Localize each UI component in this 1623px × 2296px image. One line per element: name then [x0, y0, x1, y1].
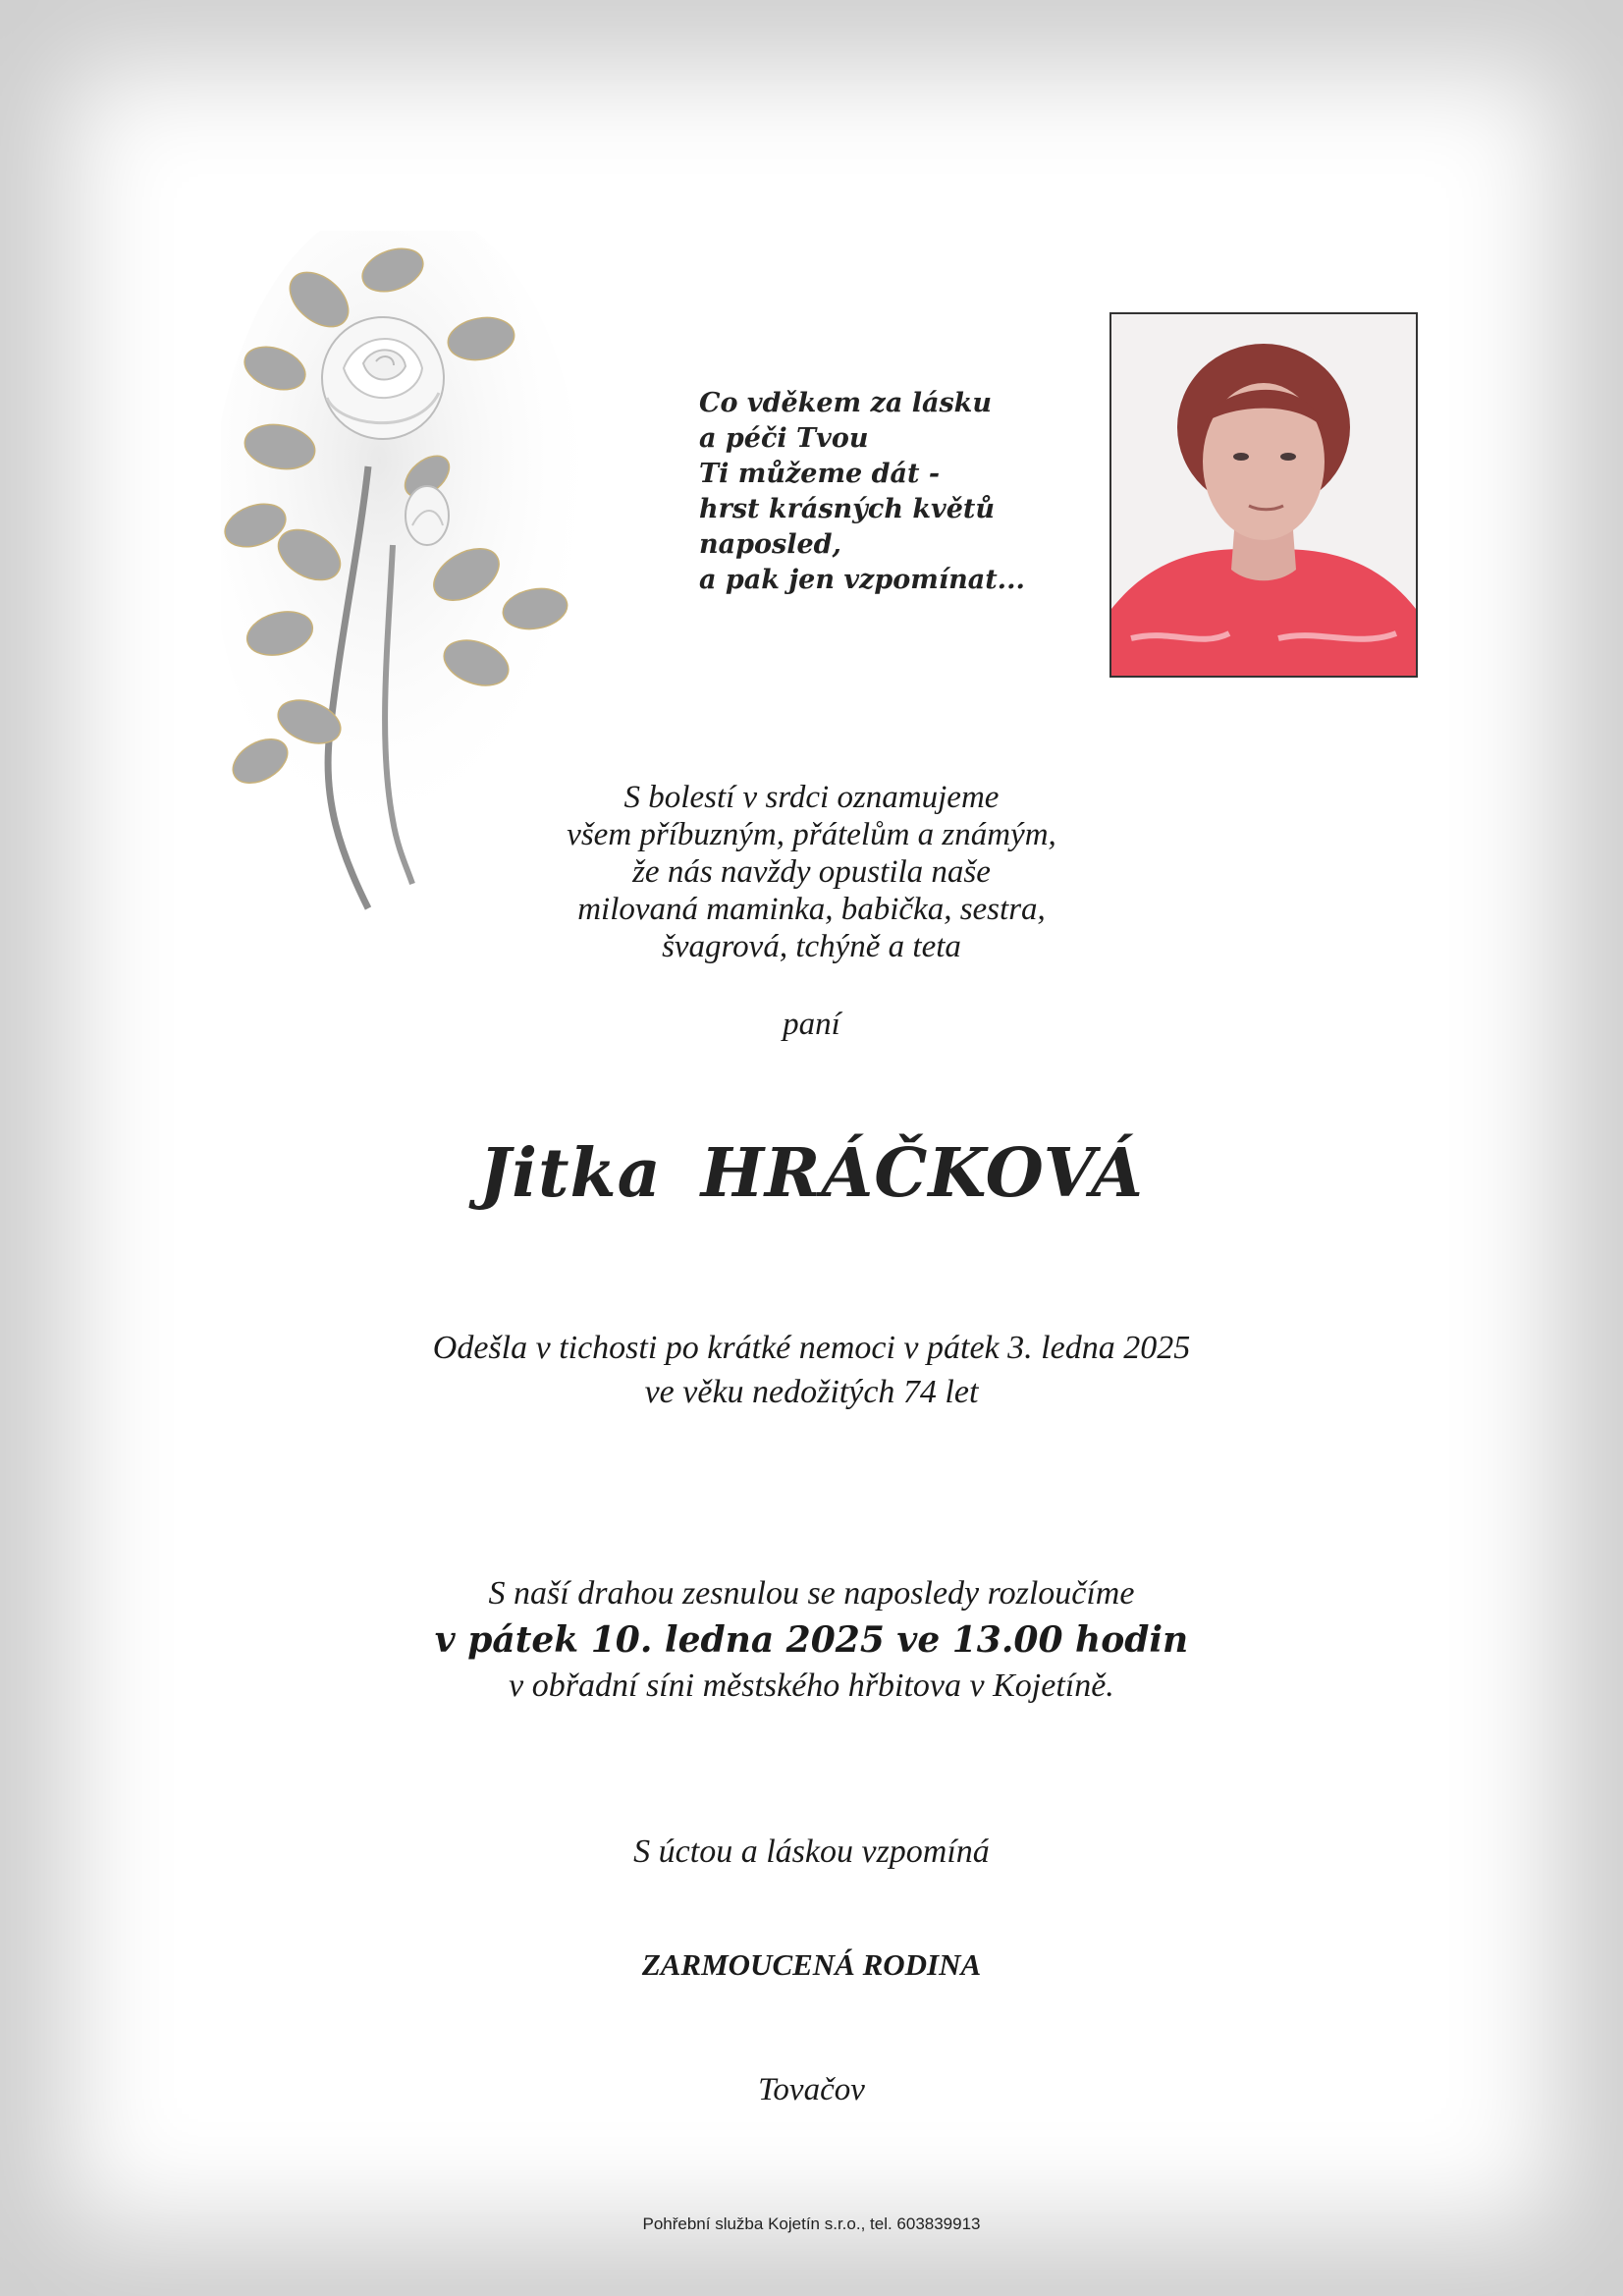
farewell-intro: S naší drahou zesnulou se naposledy rozloučíme: [488, 1575, 1135, 1612]
funeral-service-footer: Pohřební služba Kojetín s.r.o., tel. 603839913: [642, 2214, 981, 2233]
poem-line: naposled,: [699, 529, 841, 560]
poem-line: hrst krásných květů: [699, 494, 996, 524]
poem-line: Co vděkem za lásku: [699, 388, 993, 418]
family-signature: ZARMOUCENÁ RODINA: [641, 1947, 982, 1982]
death-info-line: Odešla v tichosti po krátké nemoci v pátek 3. ledna 2025: [432, 1330, 1191, 1366]
announcement-line: švagrová, tchýně a teta: [662, 929, 961, 964]
announcement-line: že nás navždy opustila naše: [632, 854, 991, 890]
death-info-line: ve věku nedožitých 74 let: [644, 1374, 979, 1410]
farewell-info: [0, 1573, 1623, 1707]
farewell-place: v obřadní síni městského hřbitova v Kojetíně.: [509, 1667, 1114, 1704]
title-word: paní: [783, 1007, 840, 1042]
announcement-line: S bolestí v srdci oznamujeme: [623, 780, 1000, 815]
farewell-datetime: v pátek 10. ledna 2025 ve 13.00 hodin: [434, 1619, 1189, 1661]
announcement: [0, 779, 1623, 965]
poem-line: a pak jen vzpomínat...: [699, 565, 1025, 595]
town: Tovačov: [758, 2072, 865, 2107]
last-name: HRÁČKOVÁ: [700, 1134, 1144, 1213]
portrait-photo: [1109, 312, 1418, 678]
announcement-line: všem příbuzným, přátelům a známým,: [567, 817, 1056, 852]
death-info: [0, 1326, 1623, 1414]
portrait-image: [1111, 314, 1416, 676]
first-name: Jitka: [479, 1134, 662, 1213]
respect-line: S úctou a láskou vzpomíná: [633, 1833, 990, 1870]
poem: [699, 386, 1025, 598]
announcement-line: milovaná maminka, babička, sestra,: [577, 892, 1046, 927]
deceased-name: [0, 1134, 1623, 1213]
poem-line: a péči Tvou: [699, 423, 869, 454]
poem-line: Ti můžeme dát -: [699, 459, 941, 489]
